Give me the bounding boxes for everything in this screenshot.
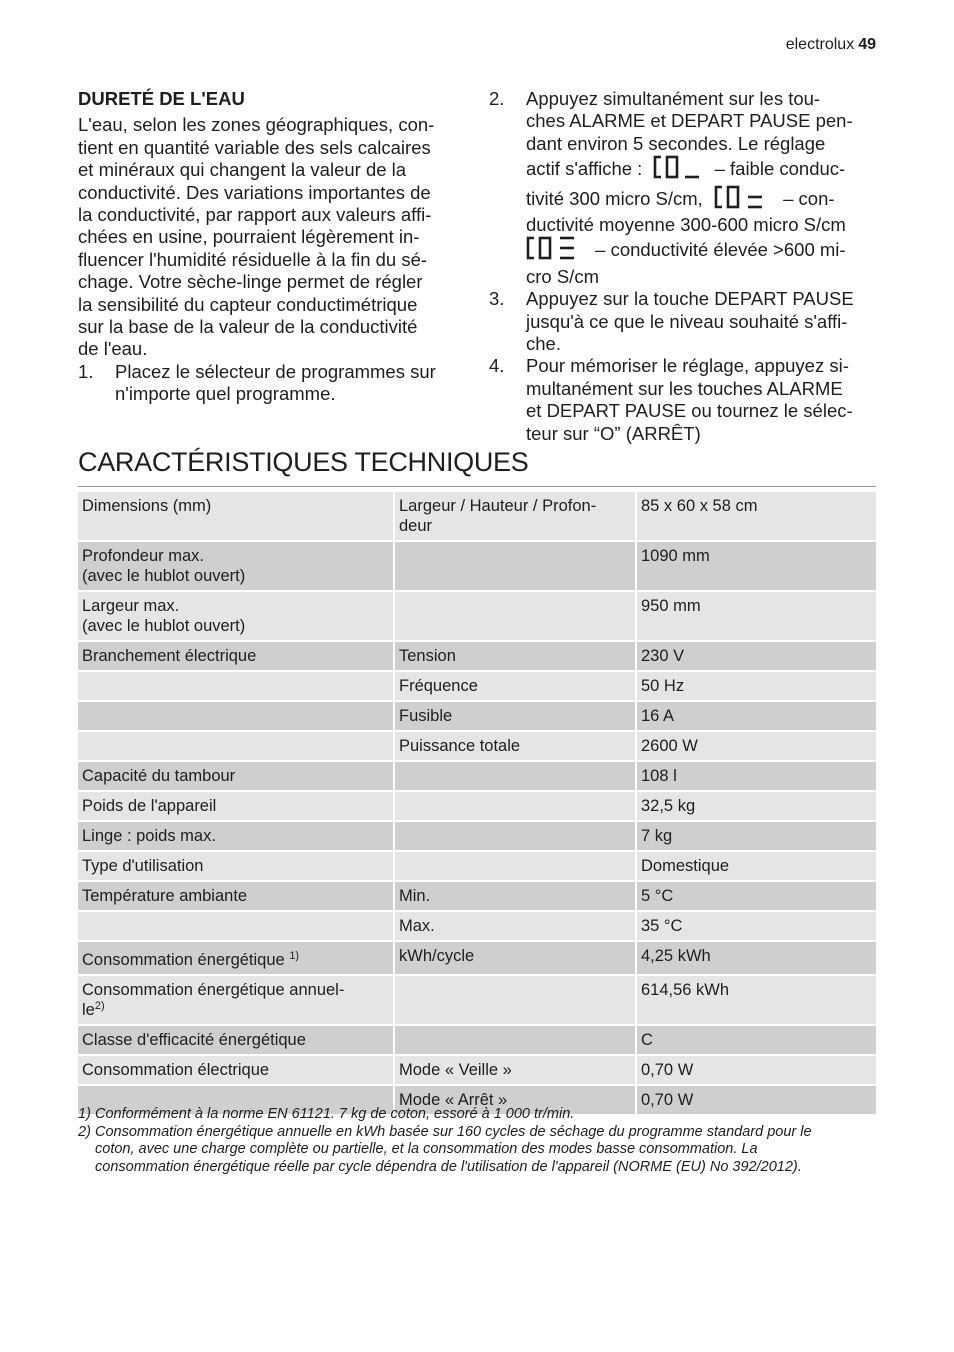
- step-line: ductivité moyenne 300-600 micro S/cm: [526, 214, 846, 236]
- footnote-line: coton, avec une charge complète ou partielle, et la consommation des modes basse consommation. La: [95, 1141, 758, 1157]
- table-row: [78, 762, 876, 792]
- spec-label: [78, 912, 395, 942]
- table-row: [78, 732, 876, 762]
- step-line: Placez le sélecteur de programmes sur: [115, 360, 436, 382]
- paragraph-line: et minéraux qui changent la valeur de la: [78, 159, 407, 181]
- spec-sublabel: kWh/cycle: [395, 942, 637, 976]
- page-header: [786, 36, 876, 54]
- spec-value: 4,25 kWh: [637, 942, 876, 976]
- spec-label: [78, 942, 395, 976]
- left-column: [78, 88, 463, 406]
- step-line: – con-: [783, 187, 835, 209]
- spec-value: 32,5 kg: [637, 792, 876, 822]
- spec-value: 85 x 60 x 58 cm: [637, 492, 876, 542]
- table-row: [78, 702, 876, 732]
- table-row: [78, 642, 876, 672]
- lcd-medium-conductivity-icon: [714, 185, 772, 214]
- spec-value: 230 V: [637, 642, 876, 672]
- table-row: [78, 492, 876, 542]
- spec-sublabel: Tension: [395, 642, 637, 672]
- step-line: Pour mémoriser le réglage, appuyez si-: [526, 355, 849, 377]
- table-row: [78, 592, 876, 642]
- footnote-line: Consommation énergétique annuelle en kWh basée sur 160 cycles de séchage du programme standard pour le: [95, 1123, 812, 1140]
- lcd-high-conductivity-icon: [526, 236, 584, 265]
- spec-label: Température ambiante: [78, 882, 395, 912]
- step-number: 4.: [489, 355, 505, 377]
- footnote-line: Conformément à la norme EN 61121. 7 kg de coton, essoré à 1 000 tr/min.: [95, 1106, 575, 1122]
- footnote-number: 2): [78, 1123, 91, 1140]
- step-line: – faible conduc-: [714, 158, 846, 180]
- step-4: [489, 355, 877, 445]
- page-number: 49: [858, 36, 876, 53]
- water-hardness-paragraph: [78, 114, 463, 360]
- spec-sublabel: [395, 592, 637, 642]
- right-column: [489, 88, 877, 445]
- spec-value: 2600 W: [637, 732, 876, 762]
- spec-value: 35 °C: [637, 912, 876, 942]
- spec-label: [78, 592, 395, 642]
- label-text: Consommation énergétique: [82, 951, 285, 969]
- spec-sublabel: [395, 492, 637, 542]
- spec-value: 5 °C: [637, 882, 876, 912]
- section-title: CARACTÉRISTIQUES TECHNIQUES: [78, 447, 529, 477]
- step-line: actif s'affiche :: [526, 158, 643, 180]
- footnotes: [78, 1106, 878, 1176]
- footnote-number: 1): [78, 1106, 91, 1122]
- paragraph-line: tient en quantité variable des sels calcaires: [78, 136, 431, 158]
- step-3: [489, 288, 877, 355]
- step-number: 1.: [78, 360, 94, 382]
- section-heading-water-hardness: DURETÉ DE L'EAU: [78, 88, 245, 109]
- table-row: [78, 822, 876, 852]
- spec-sublabel: [395, 1026, 637, 1056]
- spec-value: 0,70 W: [637, 1056, 876, 1086]
- step-line: dant environ 5 secondes. Le réglage: [526, 132, 826, 154]
- lcd-low-conductivity-icon: [653, 155, 703, 184]
- spec-label: Branchement électrique: [78, 642, 395, 672]
- step-line: che.: [526, 333, 561, 355]
- table-row: [78, 942, 876, 976]
- step-line: et DEPART PAUSE ou tournez le sélec-: [526, 400, 853, 422]
- spec-sublabel: [395, 976, 637, 1026]
- spec-value: 50 Hz: [637, 672, 876, 702]
- paragraph-line: la sensibilité du capteur conductimétrique: [78, 293, 418, 315]
- label-line: Profondeur max.: [82, 547, 204, 565]
- table-row: [78, 542, 876, 592]
- spec-sublabel: Puissance totale: [395, 732, 637, 762]
- step-number: 3.: [489, 288, 505, 310]
- spec-sublabel: Fréquence: [395, 672, 637, 702]
- brand-name: electrolux: [785, 36, 855, 53]
- spec-label: Linge : poids max.: [78, 822, 395, 852]
- spec-label: Poids de l'appareil: [78, 792, 395, 822]
- step-line: tivité 300 micro S/cm,: [526, 187, 703, 209]
- spec-value: 7 kg: [637, 822, 876, 852]
- step-line: – conductivité élevée >600 mi-: [595, 239, 846, 261]
- table-row: [78, 976, 876, 1026]
- spec-value: 108 l: [637, 762, 876, 792]
- footnote-line: consommation énergétique réelle par cycle dépendra de l'utilisation de l'appareil (NORME (EU) No 392/2012).: [95, 1158, 802, 1175]
- label-line: (avec le hublot ouvert): [82, 617, 246, 635]
- sublabel-line: deur: [399, 517, 433, 535]
- step-line: n'importe quel programme.: [115, 383, 336, 405]
- step-line: Appuyez sur la touche DEPART PAUSE: [526, 288, 854, 310]
- spec-sublabel: Fusible: [395, 702, 637, 732]
- spec-label: Consommation électrique: [78, 1056, 395, 1086]
- spec-label: Classe d'efficacité énergétique: [78, 1026, 395, 1056]
- label-line: Largeur max.: [82, 597, 180, 615]
- step-line: teur sur “O” (ARRÊT): [526, 422, 701, 444]
- title-divider: [78, 486, 876, 487]
- step-line: ches ALARME et DEPART PAUSE pen-: [526, 110, 853, 132]
- spec-label: [78, 672, 395, 702]
- table-row: [78, 792, 876, 822]
- paragraph-line: fluencer l'humidité résiduelle à la fin du sé-: [78, 248, 428, 270]
- step-line: jusqu'à ce que le niveau souhaité s'affi-: [526, 310, 848, 332]
- spec-value: 0,70 W: [637, 1086, 876, 1116]
- spec-label: Type d'utilisation: [78, 852, 395, 882]
- paragraph-line: sur la base de la valeur de la conductivité: [78, 316, 418, 338]
- spec-sublabel: [395, 822, 637, 852]
- step-number: 2.: [489, 88, 505, 109]
- step-line: multanément sur les touches ALARME: [526, 377, 843, 399]
- spec-label: Capacité du tambour: [78, 762, 395, 792]
- paragraph-line: chées en usine, pourraient légèrement in-: [78, 226, 420, 248]
- table-row: [78, 1056, 876, 1086]
- footnote-ref: 1): [289, 950, 300, 962]
- footnote-1: [78, 1106, 878, 1124]
- step-line: cro S/cm: [526, 265, 599, 287]
- spec-sublabel: Max.: [395, 912, 637, 942]
- spec-sublabel: Mode « Arrêt »: [395, 1086, 637, 1116]
- spec-sublabel: Mode « Veille »: [395, 1056, 637, 1086]
- table-row: [78, 852, 876, 882]
- paragraph-line: de l'eau.: [78, 338, 148, 360]
- table-row: [78, 1026, 876, 1056]
- technical-specs-table: [78, 492, 876, 1116]
- label-line: (avec le hublot ouvert): [82, 567, 246, 585]
- spec-label: [78, 732, 395, 762]
- spec-sublabel: [395, 852, 637, 882]
- footnote-2: [78, 1124, 878, 1177]
- sublabel-line: Largeur / Hauteur / Profon-: [399, 497, 597, 515]
- spec-value: 1090 mm: [637, 542, 876, 592]
- spec-label: [78, 976, 395, 1026]
- spec-sublabel: [395, 542, 637, 592]
- table-row: [78, 912, 876, 942]
- table-row: [78, 882, 876, 912]
- spec-value: Domestique: [637, 852, 876, 882]
- label-line: Consommation énergétique annuel-: [82, 981, 345, 999]
- paragraph-line: conductivité. Des variations importantes de: [78, 181, 431, 203]
- spec-value: 950 mm: [637, 592, 876, 642]
- spec-label: [78, 542, 395, 592]
- spec-sublabel: [395, 792, 637, 822]
- label-line: le: [82, 1001, 95, 1019]
- spec-sublabel: Min.: [395, 882, 637, 912]
- spec-value: 614,56 kWh: [637, 976, 876, 1026]
- paragraph-line: L'eau, selon les zones géographiques, con-: [78, 114, 435, 136]
- spec-value: C: [637, 1026, 876, 1056]
- paragraph-line: chage. Votre sèche-linge permet de régler: [78, 271, 423, 293]
- spec-value: 16 A: [637, 702, 876, 732]
- footnote-ref: 2): [94, 1000, 105, 1012]
- table-row: [78, 672, 876, 702]
- spec-label: [78, 702, 395, 732]
- step-1: [78, 361, 463, 406]
- spec-label: Dimensions (mm): [78, 492, 395, 542]
- step-2: [489, 88, 877, 288]
- paragraph-line: la conductivité, par rapport aux valeurs affi-: [78, 204, 432, 226]
- step-line: Appuyez simultanément sur les tou-: [526, 88, 821, 109]
- spec-sublabel: [395, 762, 637, 792]
